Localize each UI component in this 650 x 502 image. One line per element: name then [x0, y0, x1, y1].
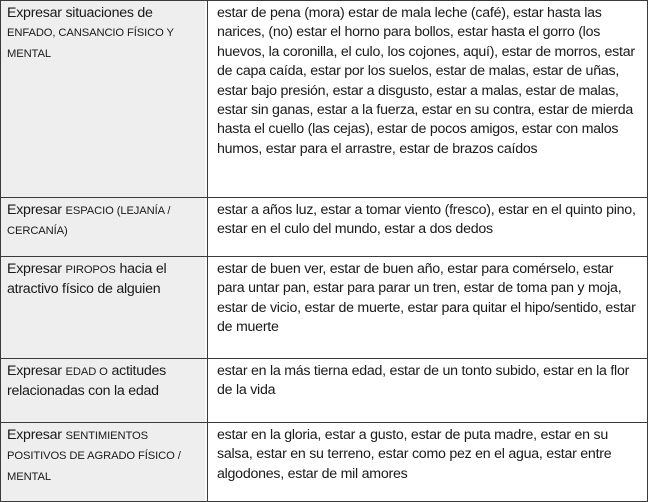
category-cell [1, 423, 208, 502]
category-smallcaps: SENTIMIENTOS POSITIVOS DE AGRADO FÍSICO / MENTAL [7, 430, 181, 483]
category-prefix: Expresar [7, 363, 62, 379]
expressions-cell: estar de buen ver, estar de buen año, estar para comérselo, estar para untar pan, estar para parar un tren, estar de toma pan y moja, estar de vicio, estar de muerte, estar para quitar el hipo/sentido, estar de muerte [208, 257, 648, 359]
category-smallcaps: ENFADO, CANSANCIO FÍSICO Y MENTAL [7, 27, 174, 60]
table-row [1, 198, 648, 257]
category-prefix: Expresar situaciones de [7, 5, 153, 21]
category-prefix: Expresar [7, 202, 62, 218]
expressions-cell: estar en la gloria, estar a gusto, estar de puta madre, estar en su salsa, estar en su terreno, estar como pez en el agua, estar entre algodones, estar de mil amores [208, 423, 648, 502]
category-prefix: Expresar [7, 261, 62, 277]
category-cell [1, 257, 208, 359]
expressions-cell: estar a años luz, estar a tomar viento (fresco), estar en el quinto pino, estar en el culo del mundo, estar a dos dedos [208, 198, 648, 257]
category-suffix: actitudes relacionadas con la edad [7, 363, 167, 400]
category-prefix: Expresar [7, 427, 62, 443]
category-suffix: hacia el atractivo físico de alguien [7, 261, 167, 298]
table-row [1, 359, 648, 423]
table-row [1, 423, 648, 502]
category-cell [1, 359, 208, 423]
expressions-cell: estar en la más tierna edad, estar de un tonto subido, estar en la flor de la vida [208, 359, 648, 423]
category-smallcaps: ESPACIO (LEJANÍA / CERCANÍA) [7, 205, 171, 238]
table-row [1, 1, 648, 198]
category-smallcaps: PIROPOS [65, 264, 116, 276]
category-smallcaps: EDAD O [65, 366, 108, 378]
expressions-cell: estar de pena (mora) estar de mala leche (café), estar hasta las narices, (no) estar el horno para bollos, estar hasta el gorro (los huevos, la coronilla, el culo, los cojones, aquí), estar de morros, estar de capa caída, estar por los suelos, estar de malas, estar de uñas, estar bajo presión, estar a disgusto, estar a malas, estar de malas, estar sin ganas, estar a la fuerza, estar en su contra, estar de mierda hasta el cuello (las cejas), estar de pocos amigos, estar con malos humos, estar para el arrastre, estar de brazos caídos [208, 1, 648, 198]
table-row [1, 257, 648, 359]
category-cell [1, 198, 208, 257]
category-cell [1, 1, 208, 198]
